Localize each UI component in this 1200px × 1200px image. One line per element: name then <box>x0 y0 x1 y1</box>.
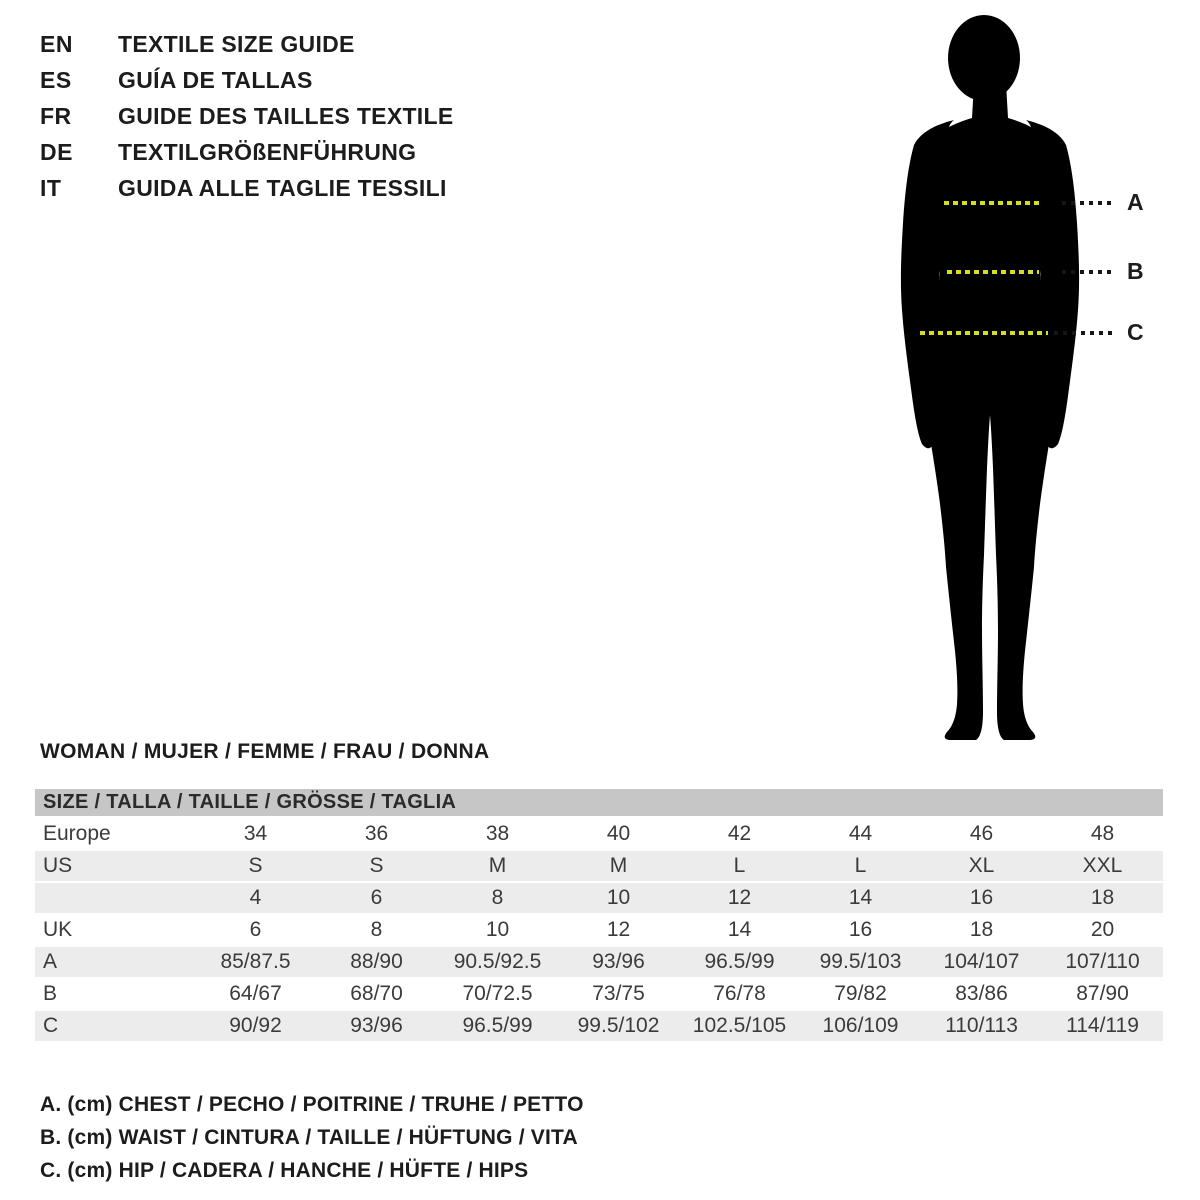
table-row-us-letter <box>35 851 1163 881</box>
waist-measure-line <box>947 270 1039 274</box>
table-cell: 106/109 <box>822 1014 899 1037</box>
language-code: IT <box>40 175 62 201</box>
guide-title: TEXTILE SIZE GUIDE <box>118 31 355 57</box>
table-cell: 90.5/92.5 <box>453 950 542 973</box>
table-cell: 107/110 <box>1065 950 1140 973</box>
table-cell: 64/67 <box>229 982 282 1005</box>
table-row-uk <box>35 915 1163 945</box>
table-cell: 6 <box>370 886 383 909</box>
size-table <box>35 789 1163 1043</box>
woman-silhouette-icon <box>880 8 1100 748</box>
table-cell: 34 <box>243 822 268 845</box>
language-code: EN <box>40 31 73 57</box>
table-cell: 99.5/103 <box>819 950 902 973</box>
table-cell: 36 <box>364 822 389 845</box>
row-label: US <box>43 854 73 877</box>
language-row-it <box>40 170 454 206</box>
table-cell: XXL <box>1082 854 1123 877</box>
table-cell: 48 <box>1090 822 1115 845</box>
table-cell: 96.5/99 <box>462 1014 533 1037</box>
marker-b-label: B <box>1127 258 1144 284</box>
language-title-list <box>40 26 454 206</box>
table-cell: 114/119 <box>1066 1014 1139 1037</box>
woman-silhouette-figure <box>880 8 1100 748</box>
table-cell: 12 <box>606 918 631 941</box>
language-row-es <box>40 62 454 98</box>
waist-leader-line <box>1062 270 1114 274</box>
table-cell: 16 <box>969 886 994 909</box>
table-cell: XL <box>968 854 995 877</box>
table-cell: 93/96 <box>350 1014 403 1037</box>
table-cell: 8 <box>370 918 383 941</box>
table-cell: M <box>488 854 507 877</box>
table-cell: 14 <box>727 918 752 941</box>
table-cell: 18 <box>1090 886 1115 909</box>
table-cell: 87/90 <box>1076 982 1129 1005</box>
row-label <box>35 883 195 913</box>
table-cell: 42 <box>727 822 752 845</box>
table-cell: 68/70 <box>350 982 403 1005</box>
table-cell: S <box>369 854 384 877</box>
hip-measure-line <box>920 331 1048 335</box>
table-cell: M <box>609 854 628 877</box>
table-cell: 18 <box>969 918 994 941</box>
table-cell: 79/82 <box>834 982 887 1005</box>
table-cell: 4 <box>249 886 262 909</box>
table-cell: 12 <box>727 886 752 909</box>
language-row-fr <box>40 98 454 134</box>
legend-waist: B. (cm) WAIST / CINTURA / TAILLE / HÜFTUNG / VITA <box>40 1126 578 1149</box>
language-code: ES <box>40 67 72 93</box>
table-cell: 40 <box>606 822 631 845</box>
table-cell: S <box>248 854 263 877</box>
table-cell: 90/92 <box>229 1014 282 1037</box>
table-cell: 110/113 <box>945 1014 1018 1037</box>
table-cell: 102.5/105 <box>692 1014 787 1037</box>
chest-leader-line <box>1062 201 1114 205</box>
marker-a-label: A <box>1127 189 1144 215</box>
language-code: FR <box>40 103 72 129</box>
table-row-hip-c <box>35 1011 1163 1041</box>
size-table-header: SIZE / TALLA / TAILLE / GRÖSSE / TAGLIA <box>35 789 1163 816</box>
table-cell: 76/78 <box>713 982 766 1005</box>
gender-heading: WOMAN / MUJER / FEMME / FRAU / DONNA <box>40 740 490 763</box>
table-cell: 6 <box>249 918 262 941</box>
table-cell: 8 <box>491 886 504 909</box>
table-row-waist-b <box>35 979 1163 1009</box>
table-cell: 83/86 <box>955 982 1008 1005</box>
table-cell: L <box>733 854 746 877</box>
table-cell: 20 <box>1090 918 1115 941</box>
table-cell: 99.5/102 <box>577 1014 660 1037</box>
table-cell: 46 <box>969 822 994 845</box>
table-row-chest-a <box>35 947 1163 977</box>
table-cell: 38 <box>485 822 510 845</box>
table-cell: 85/87.5 <box>220 950 291 973</box>
guide-title: GUIDA ALLE TAGLIE TESSILI <box>118 175 447 201</box>
table-cell: 10 <box>485 918 510 941</box>
table-cell: 104/107 <box>943 950 1020 973</box>
language-code: DE <box>40 139 73 165</box>
row-label: C <box>43 1014 59 1037</box>
table-cell: 93/96 <box>592 950 645 973</box>
row-label: A <box>43 950 58 973</box>
table-cell: 70/72.5 <box>462 982 533 1005</box>
table-cell: 96.5/99 <box>704 950 775 973</box>
table-cell: L <box>854 854 867 877</box>
table-cell: 73/75 <box>592 982 645 1005</box>
language-row-de <box>40 134 454 170</box>
table-row-us-numeric <box>35 883 1163 913</box>
row-label: Europe <box>43 822 111 845</box>
guide-title: GUÍA DE TALLAS <box>118 67 313 93</box>
row-label: B <box>43 982 58 1005</box>
table-cell: 14 <box>848 886 873 909</box>
marker-c-label: C <box>1127 319 1144 345</box>
legend-chest: A. (cm) CHEST / PECHO / POITRINE / TRUHE / PETTO <box>40 1093 584 1116</box>
legend-hip: C. (cm) HIP / CADERA / HANCHE / HÜFTE / HIPS <box>40 1159 529 1182</box>
table-cell: 16 <box>848 918 873 941</box>
table-cell: 44 <box>848 822 873 845</box>
hip-leader-line <box>1054 331 1114 335</box>
guide-title: TEXTILGRÖßENFÜHRUNG <box>118 139 417 165</box>
language-row-en <box>40 26 454 62</box>
table-cell: 88/90 <box>350 950 403 973</box>
row-label: UK <box>43 918 73 941</box>
measurement-legend <box>40 1088 584 1187</box>
guide-title: GUIDE DES TAILLES TEXTILE <box>118 103 454 129</box>
table-cell: 10 <box>606 886 631 909</box>
table-row-europe <box>35 819 1163 849</box>
chest-measure-line <box>944 201 1043 205</box>
